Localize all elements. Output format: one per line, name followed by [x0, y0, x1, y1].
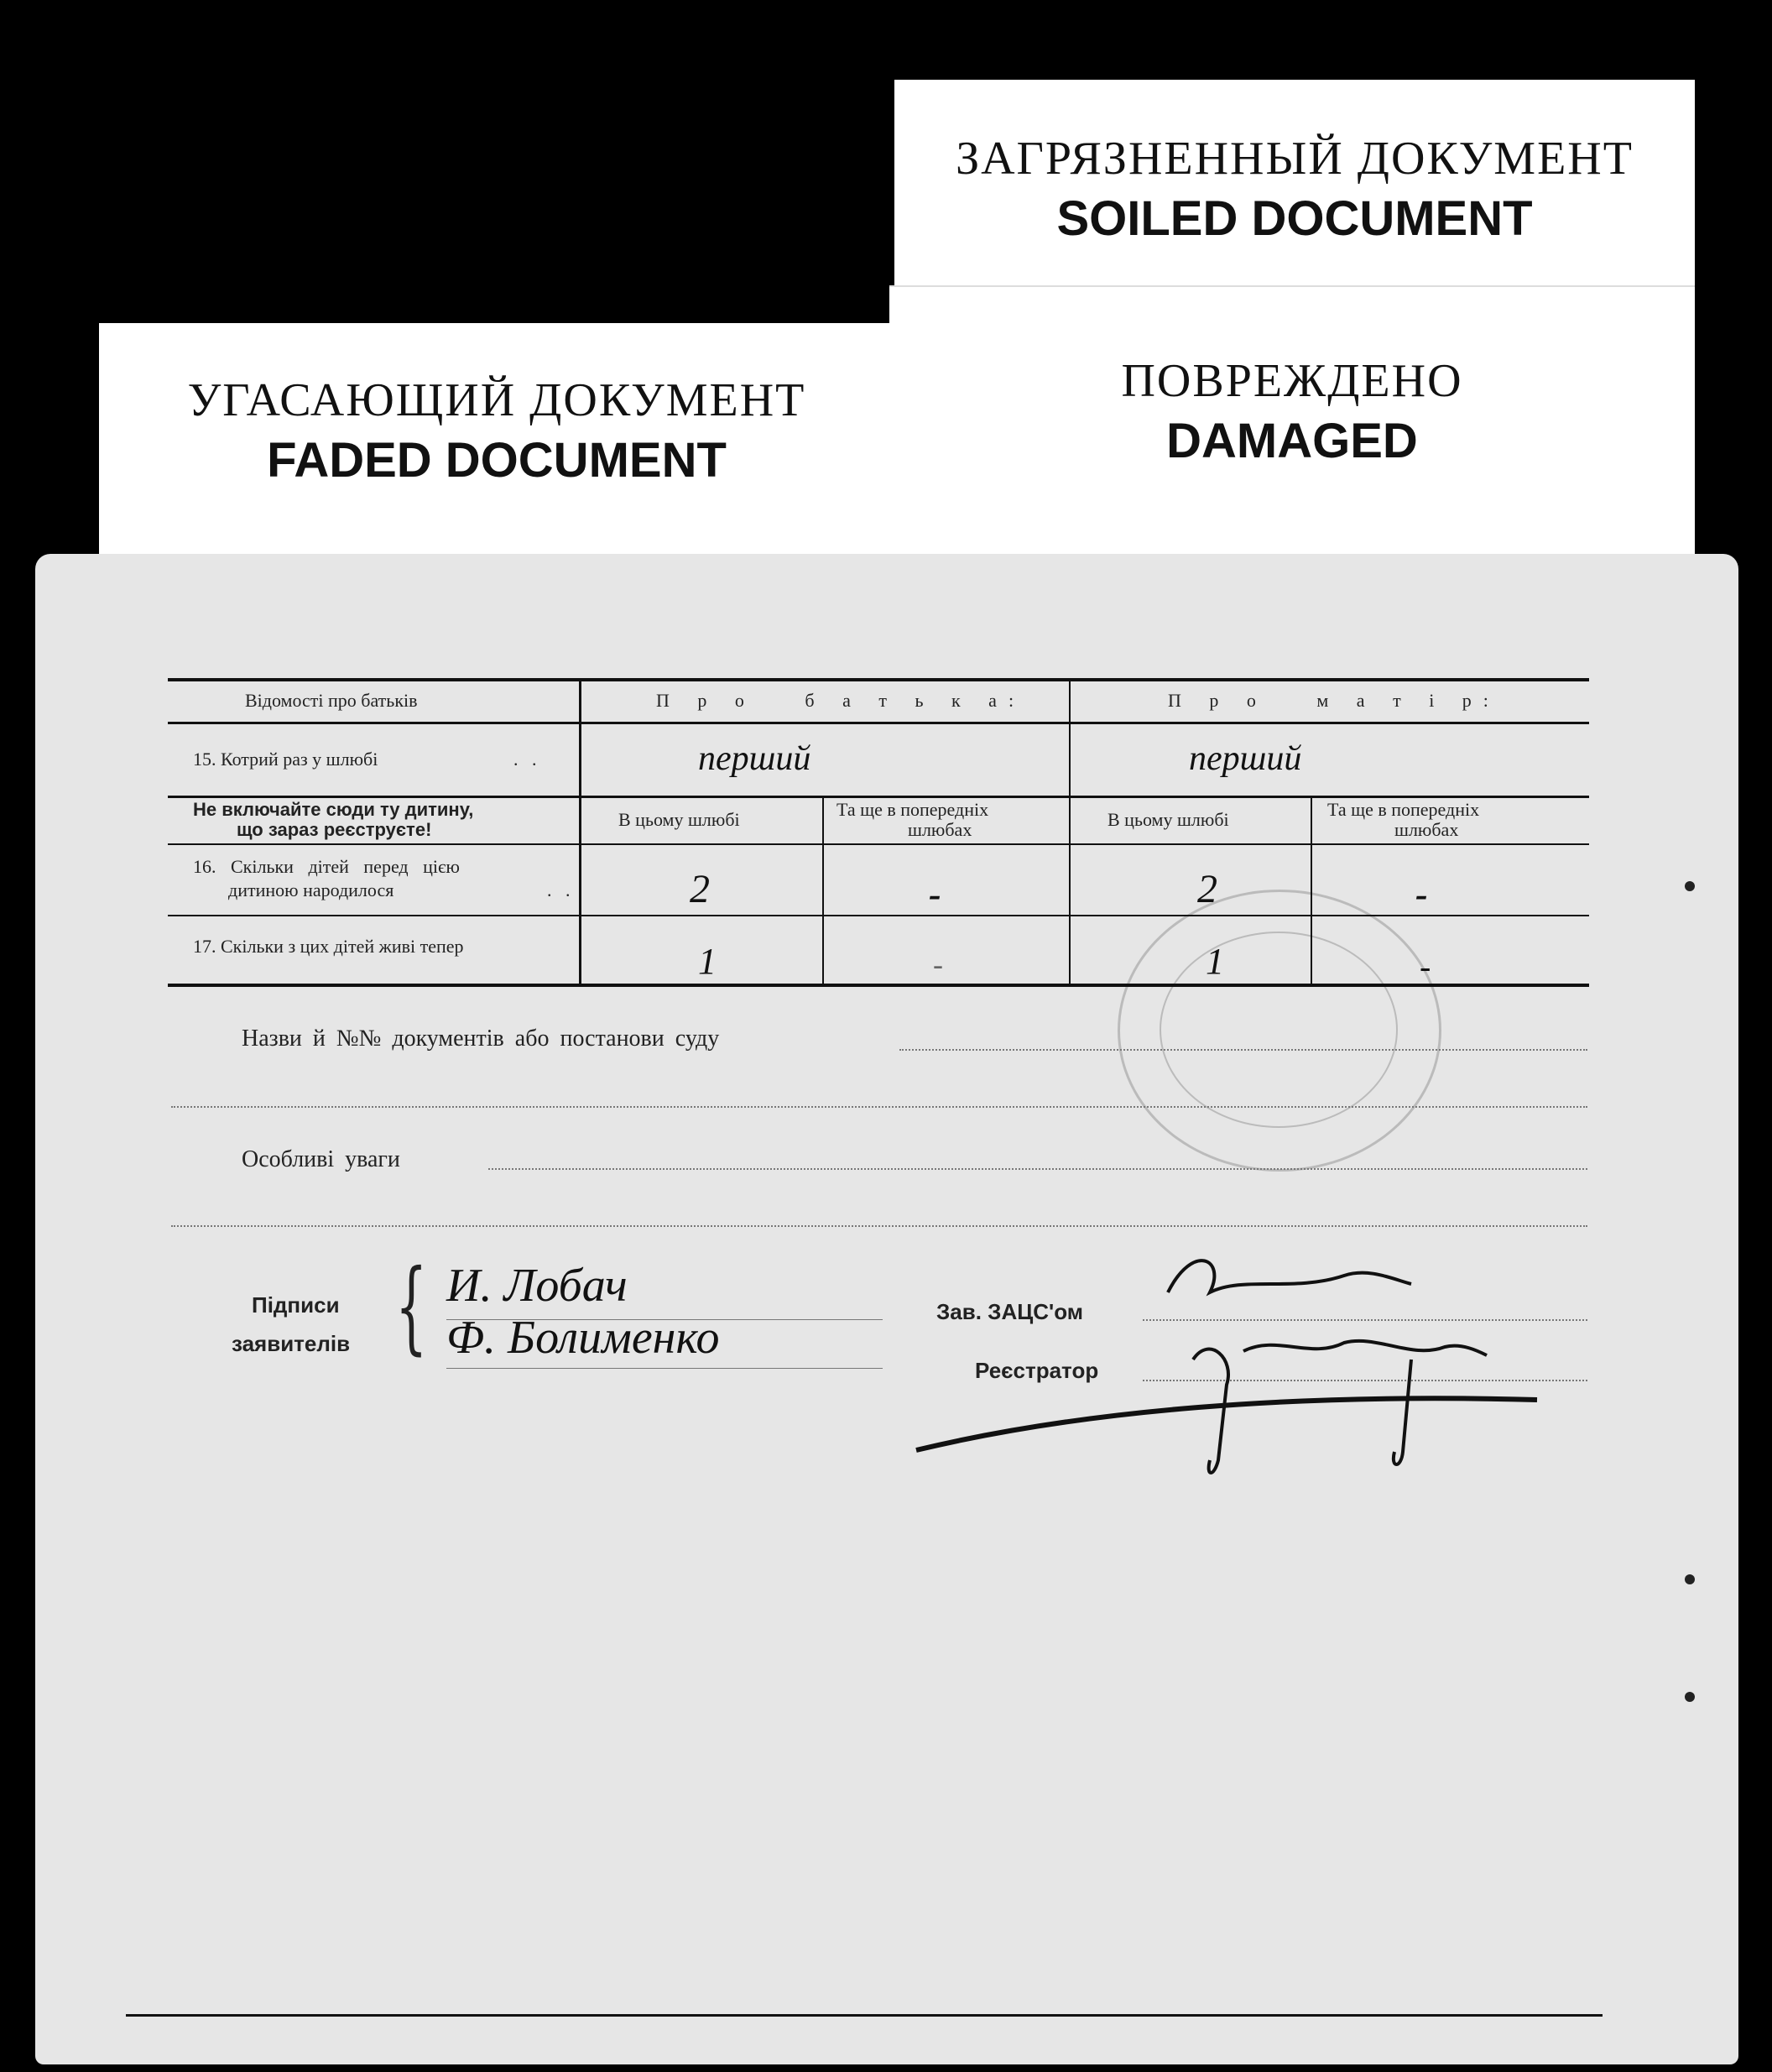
applicant-signature-2: Ф. Болименко	[446, 1312, 720, 1364]
row15-dots: . .	[513, 749, 537, 770]
faded-label-ru: УГАСАЮЩИЙ ДОКУМЕНТ	[187, 374, 806, 426]
applicants-brace: {	[395, 1249, 428, 1365]
sub-father-prev-line1: Та ще в попередніх	[836, 799, 989, 820]
header-parents-info: Відомості про батьків	[245, 690, 418, 711]
sub-mother-this-marriage: В цьому шлюбі	[1108, 809, 1229, 830]
note-line-1: Не включайте сюди ту дитину,	[193, 799, 474, 820]
official-signatures-drawing	[35, 554, 1738, 2064]
damaged-label-en: DAMAGED	[1166, 414, 1418, 468]
punch-hole-2	[1685, 1574, 1695, 1584]
row17-father-prev: -	[933, 947, 943, 981]
row17-father-this: 1	[698, 941, 717, 982]
form-sheet	[35, 554, 1738, 2064]
row15-label: 15. Котрий раз у шлюбі	[193, 749, 378, 770]
row15-father-value: перший	[698, 739, 811, 778]
faded-label-en: FADED DOCUMENT	[267, 433, 727, 488]
row16-father-prev: -	[929, 874, 941, 915]
head-of-registry-label: Зав. ЗАЦС'ом	[936, 1299, 1083, 1324]
row16-label-line-2: дитиною народилося	[228, 879, 394, 900]
punch-hole-3	[1685, 1692, 1695, 1702]
punch-hole-1	[1685, 881, 1695, 891]
damaged-document-label	[889, 285, 1695, 554]
documents-label: Назви й №№ документів або постанови суду	[242, 1026, 720, 1052]
soiled-document-label	[894, 80, 1695, 290]
row17-label: 17. Скільки з цих дітей живі тепер	[193, 936, 464, 957]
note-line-2: що зараз реєструєте!	[237, 819, 432, 840]
sub-father-prev-line2: шлюбах	[908, 819, 972, 840]
sub-mother-prev-line1: Та ще в попередніх	[1327, 799, 1480, 820]
faded-document-label	[99, 323, 894, 562]
applicant-signature-1: И. Лобач	[446, 1260, 628, 1312]
sub-mother-prev-line2: шлюбах	[1394, 819, 1459, 840]
row15-mother-value: перший	[1189, 739, 1302, 778]
row16-label-line-1: 16. Скільки дітей перед цією	[193, 856, 460, 877]
registrar-label: Реєстратор	[975, 1358, 1099, 1383]
damaged-label-ru: ПОВРЕЖДЕНО	[1121, 355, 1463, 407]
soiled-label-en: SOILED DOCUMENT	[1056, 191, 1533, 246]
row16-mother-prev: -	[1415, 874, 1428, 915]
applicants-label-line-1: Підписи	[252, 1292, 340, 1318]
soiled-label-ru: ЗАГРЯЗНЕННЫЙ ДОКУМЕНТ	[956, 133, 1634, 185]
sheet-bottom-rule	[126, 2014, 1603, 2017]
applicants-label-line-2: заявителів	[232, 1331, 351, 1356]
header-father: П р о б а т ь к а:	[656, 690, 1026, 711]
row17-mother-this: 1	[1206, 941, 1224, 982]
row16-father-this: 2	[690, 867, 710, 911]
row16-dots: . .	[547, 879, 571, 900]
sub-father-this-marriage: В цьому шлюбі	[618, 809, 740, 830]
remarks-label: Особливі уваги	[242, 1146, 400, 1172]
header-mother: П р о м а т і р:	[1168, 690, 1500, 711]
row16-mother-this: 2	[1197, 867, 1217, 911]
row17-mother-prev: -	[1420, 947, 1431, 985]
